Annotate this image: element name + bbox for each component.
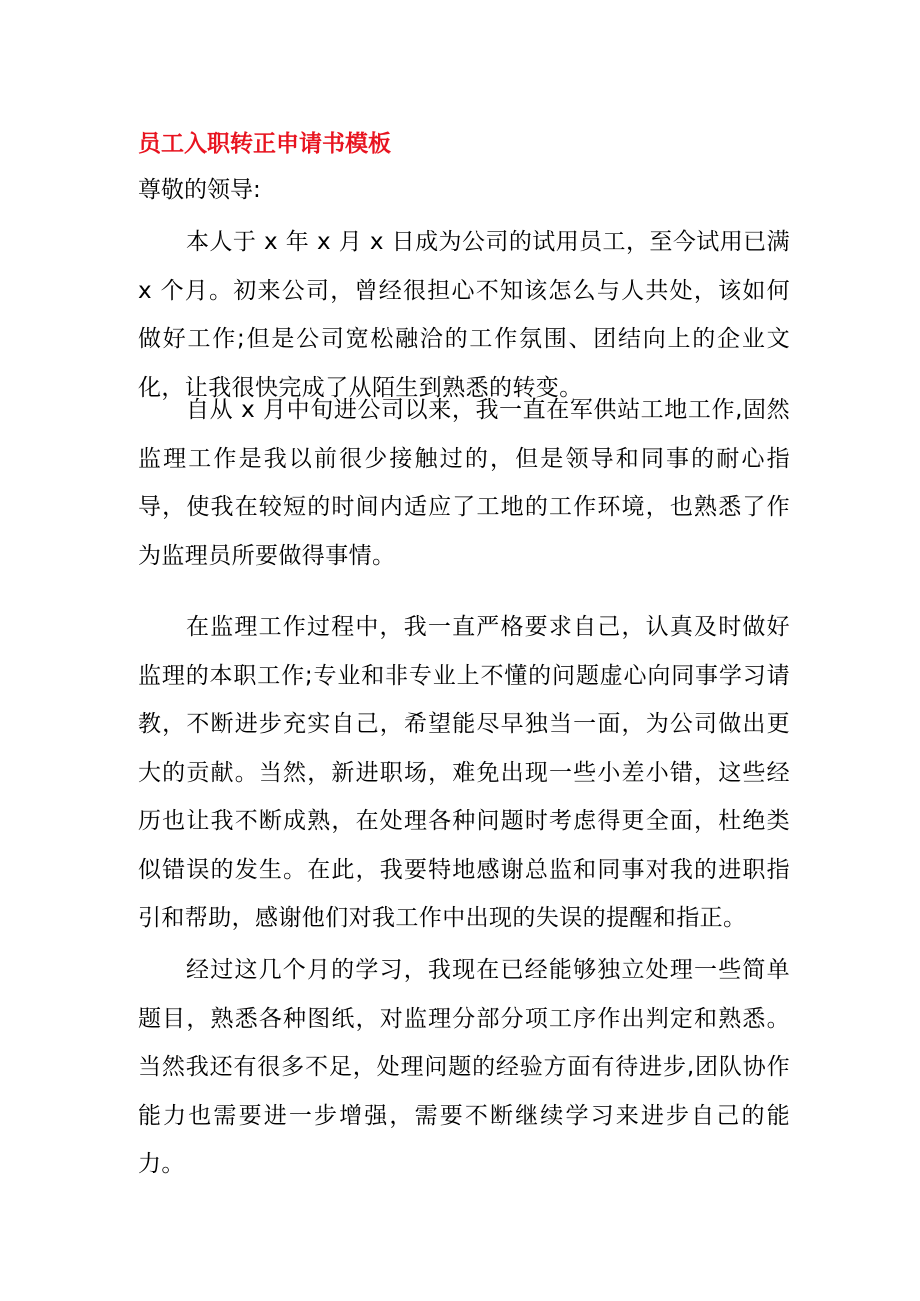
document-title: 员工入职转正申请书模板 [138, 131, 391, 157]
body-paragraph: 本人于 x 年 x 月 x 日成为公司的试用员工，至今试用已满 x 个月。初来公司，曾经很担心不知该怎么与人共处，该如何做好工作;但是公司宽松融洽的工作氛围、团结向上的企业文化，让我很快完成了从陌生到熟悉的转变。 [138, 229, 790, 401]
body-paragraph: 自从 x 月中旬进公司以来，我一直在军供站工地工作,固然监理工作是我以前很少接触过的，但是领导和同事的耐心指导，使我在较短的时间内适应了工地的工作环境，也熟悉了作为监理员所要做得事情。 [138, 397, 790, 569]
body-paragraph: 经过这几个月的学习，我现在已经能够独立处理一些简单题目，熟悉各种图纸，对监理分部分项工序作出判定和熟悉。当然我还有很多不足，处理问题的经验方面有待进步,团队协作能力也需要进一步增强，需要不断继续学习来进步自己的能力。 [138, 957, 790, 1177]
body-paragraph: 在监理工作过程中，我一直严格要求自己，认真及时做好监理的本职工作;专业和非专业上不懂的问题虚心向同事学习请教，不断进步充实自己，希望能尽早独当一面，为公司做出更大的贡献。当然，新进职场，难免出现一些小差小错，这些经历也让我不断成熟，在处理各种问题时考虑得更全面，杜绝类似错误的发生。在此，我要特地感谢总监和同事对我的进职指引和帮助，感谢他们对我工作中出现的失误的提醒和指正。 [138, 614, 790, 931]
salutation: 尊敬的领导: [138, 177, 261, 203]
